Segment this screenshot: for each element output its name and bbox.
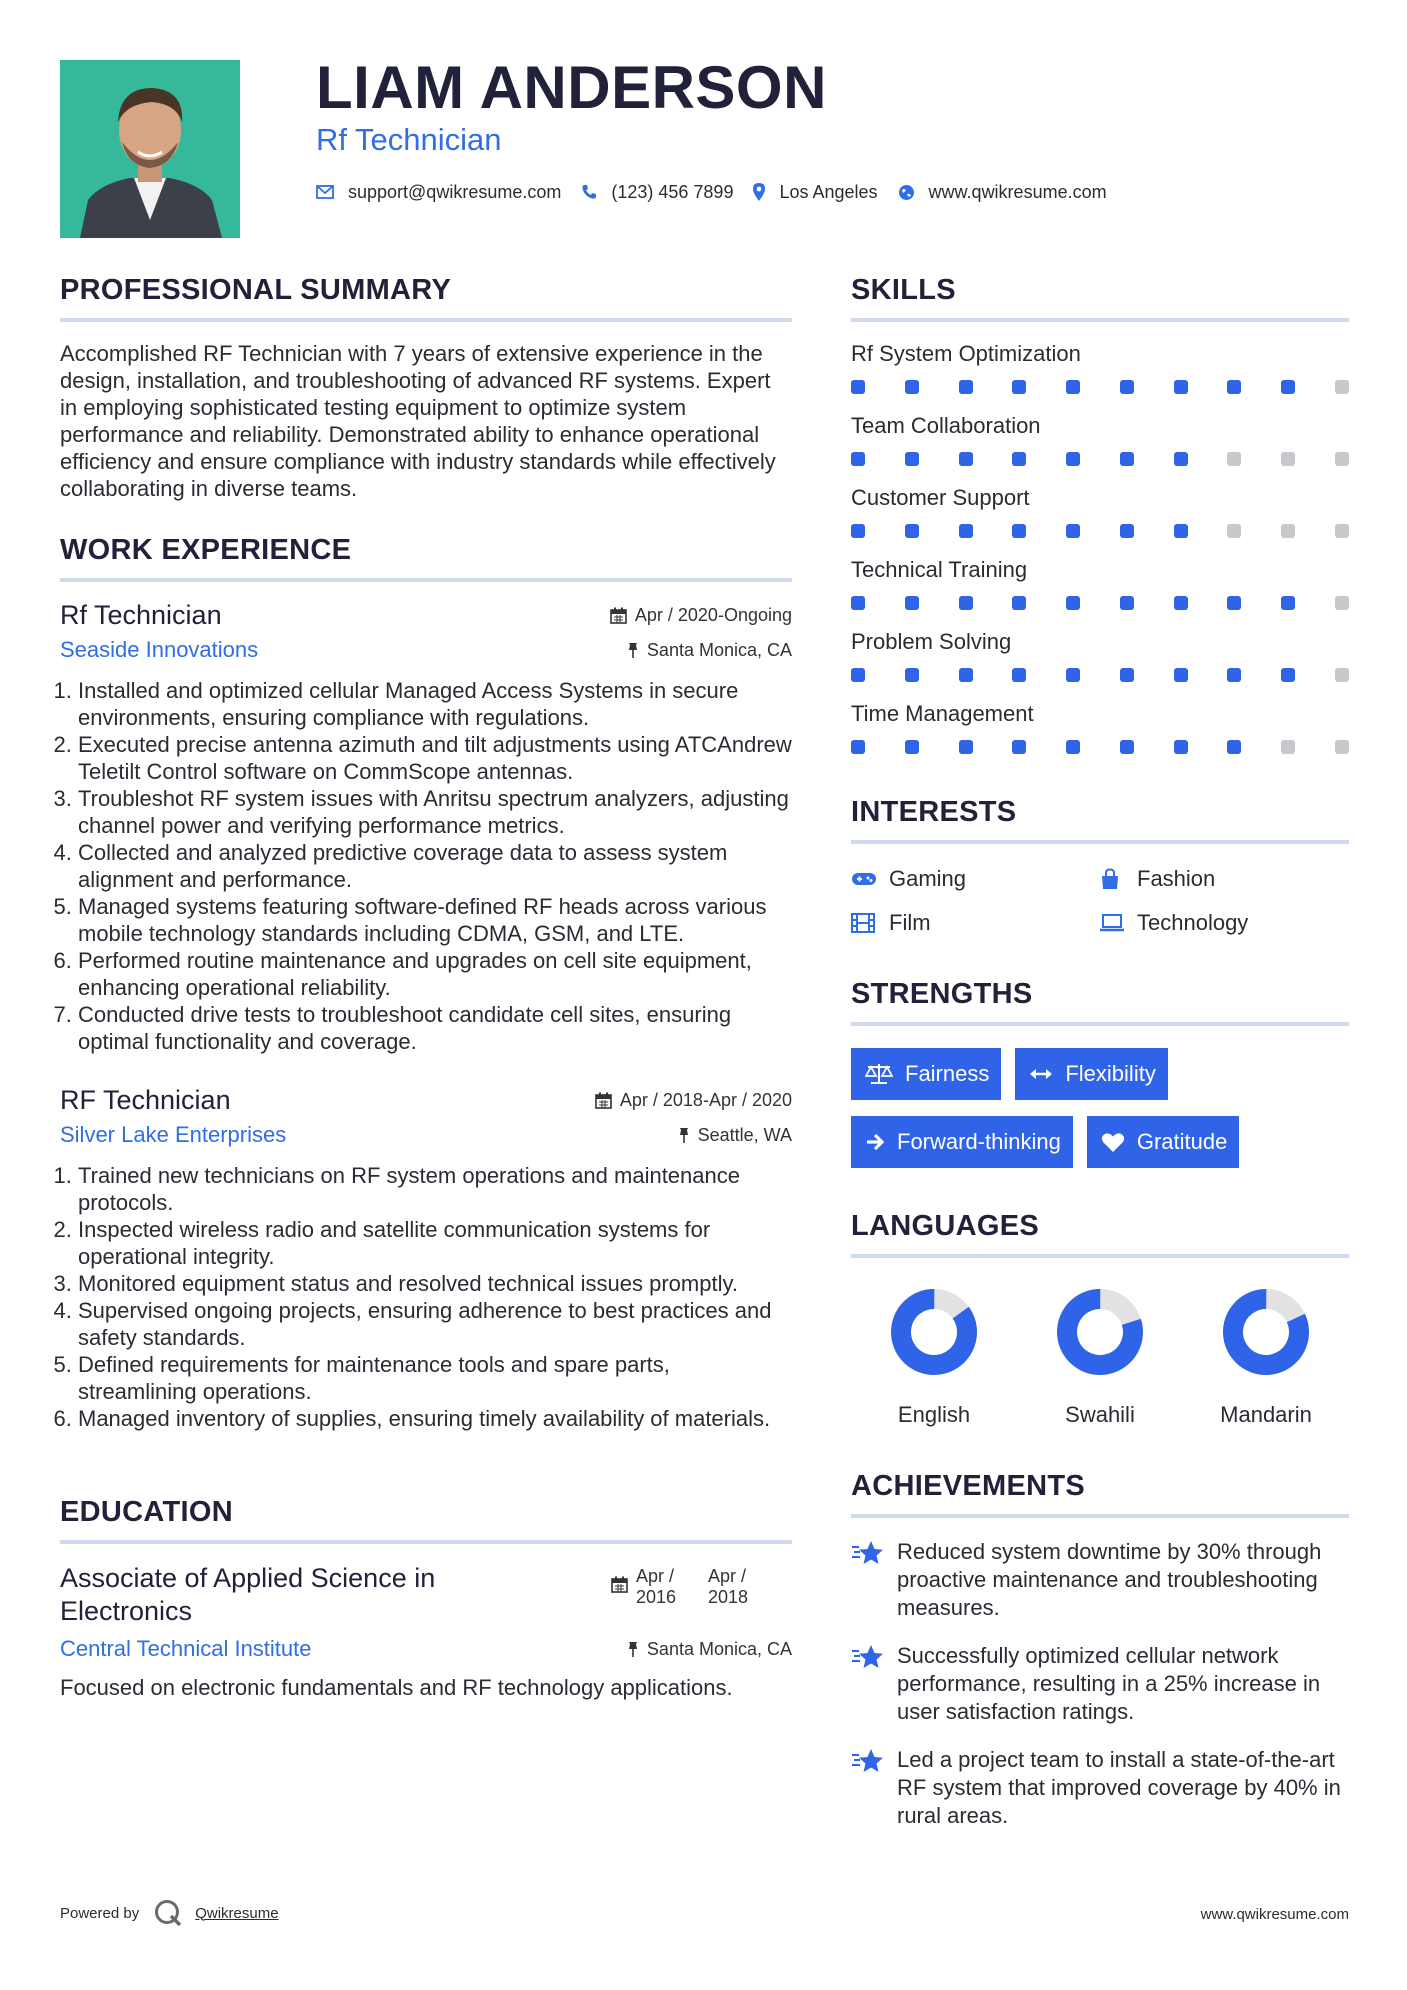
interest-gaming (851, 866, 1099, 892)
skill-rating (851, 596, 1349, 610)
job-bullets (60, 677, 792, 1055)
strength-flexibility (1015, 1048, 1167, 1100)
skill-dot-filled (1227, 668, 1241, 682)
powered-by-label: Powered by (60, 1904, 140, 1922)
education-heading: EDUCATION (60, 1496, 233, 1528)
language-proficiency-ring (1222, 1288, 1310, 1376)
interest-label: Gaming (889, 866, 967, 891)
language-name: Swahili (1065, 1402, 1135, 1427)
education-end: Apr / 2018 (708, 1566, 749, 1607)
skill-dot-filled (1174, 380, 1188, 394)
skill-dot-filled (1174, 596, 1188, 610)
skill-dot-filled (1120, 452, 1134, 466)
contact-location-text: Los Angeles (779, 181, 878, 202)
experience-section (60, 532, 792, 1432)
strengths-heading: STRENGTHS (851, 978, 1033, 1010)
film-icon (851, 913, 889, 933)
job-dates-text: Apr / 2018-Apr / 2020 (619, 1090, 792, 1110)
pushpin-icon (627, 642, 639, 659)
interest-fashion (1099, 866, 1347, 892)
list-item: 4. Supervised ongoing projects, ensuring adherence to best practices and safety standards. (78, 1297, 792, 1351)
interest-label: Technology (1137, 910, 1249, 935)
job-title: Rf Technician (60, 600, 222, 630)
skill-item (851, 340, 1349, 394)
job-location-text: Santa Monica, CA (646, 639, 792, 660)
skill-dot-filled (1120, 740, 1134, 754)
skill-name: Time Management (851, 701, 1034, 726)
skill-name: Customer Support (851, 485, 1030, 510)
language-proficiency-ring (1056, 1288, 1144, 1376)
skill-item (851, 412, 1349, 466)
skill-dot-empty (1335, 524, 1349, 538)
achievement-item (851, 1746, 1349, 1830)
skill-dot-filled (959, 596, 973, 610)
skill-dot-filled (1227, 380, 1241, 394)
skill-name: Technical Training (851, 557, 1028, 582)
contact-website-text: www.qwikresume.com (928, 181, 1107, 202)
skill-name: Problem Solving (851, 629, 1012, 654)
languages-section (851, 1208, 1349, 1428)
phone-icon (581, 184, 597, 200)
summary-section (60, 272, 792, 502)
language-proficiency-arc (1222, 1288, 1310, 1376)
list-item: 7. Conducted drive tests to troubleshoot candidate cell sites, ensuring optimal functionality and coverage. (78, 1001, 792, 1055)
skill-dot-filled (1227, 740, 1241, 754)
job-location (678, 1125, 792, 1146)
achievement-item (851, 1538, 1349, 1622)
strength-label: Fairness (905, 1061, 990, 1086)
skill-dot-filled (1012, 740, 1026, 754)
skill-dot-empty (1227, 524, 1241, 538)
skill-dot-filled (959, 452, 973, 466)
contact-location (753, 182, 877, 203)
education-description: Focused on electronic fundamentals and RF technology applications. (60, 1675, 733, 1700)
skill-dot-filled (1227, 596, 1241, 610)
candidate-name: LIAM ANDERSON (316, 54, 827, 121)
skill-dot-filled (959, 524, 973, 538)
map-pin-icon (753, 183, 765, 201)
calendar-icon (611, 1576, 628, 1593)
skill-dot-filled (851, 452, 865, 466)
skill-dot-filled (1174, 668, 1188, 682)
skill-dot-filled (851, 524, 865, 538)
job-bullets (60, 1162, 792, 1432)
interest-film (851, 910, 1099, 936)
brand-link[interactable]: Qwikresume (195, 1904, 279, 1922)
achievement-text: Reduced system downtime by 30% through proactive maintenance and troubleshooting measures. (897, 1539, 1322, 1620)
skill-dot-filled (959, 668, 973, 682)
job-dates-text: Apr / 2020-Ongoing (634, 605, 792, 625)
star-icon (851, 1642, 897, 1726)
contact-bar (316, 178, 1127, 206)
skill-dot-filled (851, 596, 865, 610)
achievements-heading: ACHIEVEMENTS (851, 1470, 1086, 1502)
skill-dot-filled (905, 596, 919, 610)
skill-dot-filled (1012, 668, 1026, 682)
left-column (60, 272, 792, 1701)
contact-email-text: support@qwikresume.com (348, 181, 562, 202)
right-column (851, 272, 1349, 1830)
summary-text: Accomplished RF Technician with 7 years of extensive experience in the design, installation, and troubleshooting of advanced RF systems. Expert in employing sophisticated testing equipment to optimize system performance and reliability. Demonstrated ability to enhance operational efficiency and ensure compliance with industry standards while effectively collaborating in diverse teams. (60, 341, 776, 501)
profile-photo (60, 60, 240, 238)
interest-label: Fashion (1137, 866, 1216, 891)
skill-item (851, 628, 1349, 682)
scale-icon (865, 1063, 893, 1085)
achievement-text: Led a project team to install a state-of-the-art RF system that improved coverage by 40% in rural areas. (897, 1747, 1341, 1828)
strengths-section (851, 976, 1349, 1168)
job-entry (60, 600, 792, 1055)
summary-heading: PROFESSIONAL SUMMARY (60, 274, 452, 306)
education-section (60, 1494, 792, 1701)
job-dates (595, 1090, 792, 1111)
strength-label: Flexibility (1065, 1061, 1156, 1086)
skill-dot-filled (1120, 380, 1134, 394)
qwikresume-logo-icon (153, 1898, 183, 1928)
language-proficiency-arc (890, 1288, 978, 1376)
job-location-text: Seattle, WA (697, 1124, 792, 1145)
interest-technology (1099, 910, 1347, 936)
list-item: 6. Performed routine maintenance and upgrades on cell site equipment, enhancing operational reliability. (78, 947, 792, 1001)
footer-powered-by (60, 1898, 279, 1928)
pushpin-icon (678, 1127, 690, 1144)
shopping-bag-icon (1099, 868, 1137, 890)
heart-icon (1101, 1132, 1125, 1153)
skill-dot-empty (1227, 452, 1241, 466)
calendar-icon (595, 1092, 612, 1109)
strength-forward-thinking (851, 1116, 1073, 1168)
language-english (851, 1288, 1017, 1428)
job-entry (60, 1085, 792, 1432)
experience-heading: WORK EXPERIENCE (60, 534, 352, 566)
list-item: 4. Collected and analyzed predictive coverage data to assess system alignment and performance. (78, 839, 792, 893)
gamepad-icon (851, 871, 889, 887)
skill-item (851, 556, 1349, 610)
skill-dot-filled (1174, 740, 1188, 754)
skills-heading: SKILLS (851, 274, 956, 306)
contact-phone-text: (123) 456 7899 (611, 181, 734, 202)
achievements-section (851, 1468, 1349, 1830)
pushpin-icon (627, 1641, 639, 1658)
skill-rating (851, 668, 1349, 682)
achievement-item (851, 1642, 1349, 1726)
skill-dot-empty (1335, 740, 1349, 754)
language-swahili (1017, 1288, 1183, 1428)
skill-dot-filled (851, 668, 865, 682)
list-item: 3. Monitored equipment status and resolved technical issues promptly. (78, 1270, 792, 1297)
skill-dot-filled (959, 740, 973, 754)
education-dates (611, 1562, 762, 1628)
school-name: Central Technical Institute (60, 1636, 312, 1661)
envelope-icon (316, 185, 334, 199)
skill-dot-filled (905, 524, 919, 538)
language-mandarin (1183, 1288, 1349, 1428)
achievement-text: Successfully optimized cellular network performance, resulting in a 25% increase in user satisfaction ratings. (897, 1643, 1321, 1724)
skill-dot-filled (1174, 524, 1188, 538)
skill-dot-filled (1012, 452, 1026, 466)
skill-dot-filled (1281, 380, 1295, 394)
skill-dot-filled (905, 380, 919, 394)
arrow-right-icon (865, 1133, 885, 1151)
skill-dot-filled (1120, 596, 1134, 610)
school-location (627, 1639, 792, 1660)
skill-dot-empty (1335, 380, 1349, 394)
list-item: 5. Defined requirements for maintenance tools and spare parts, streamlining operations. (78, 1351, 792, 1405)
contact-phone[interactable] (581, 182, 733, 203)
arrows-horizontal-icon (1029, 1067, 1053, 1081)
skill-dot-filled (1012, 524, 1026, 538)
skill-dot-empty (1335, 452, 1349, 466)
skill-item (851, 700, 1349, 754)
strength-gratitude (1087, 1116, 1240, 1168)
list-item: 5. Managed systems featuring software-defined RF heads across various mobile technology standards including CDMA, GSM, and LTE. (78, 893, 792, 947)
section-divider (60, 1540, 792, 1544)
skill-dot-empty (1281, 740, 1295, 754)
job-dates (610, 605, 792, 626)
skill-dot-empty (1281, 452, 1295, 466)
section-divider (851, 1514, 1349, 1518)
skill-dot-filled (1066, 524, 1080, 538)
language-proficiency-ring (890, 1288, 978, 1376)
skill-dot-filled (1066, 596, 1080, 610)
footer-website[interactable]: www.qwikresume.com (1200, 1906, 1349, 1923)
company-name: Silver Lake Enterprises (60, 1122, 287, 1147)
skill-dot-filled (959, 380, 973, 394)
strength-label: Forward-thinking (897, 1129, 1061, 1154)
calendar-icon (610, 607, 627, 624)
skill-rating (851, 524, 1349, 538)
strength-fairness (851, 1048, 1001, 1100)
company-name: Seaside Innovations (60, 637, 259, 662)
section-divider (851, 1022, 1349, 1026)
laptop-icon (1099, 914, 1137, 932)
skill-dot-filled (1012, 380, 1026, 394)
list-item: 1. Installed and optimized cellular Managed Access Systems in secure environments, ensuring compliance with regulations. (78, 677, 792, 731)
candidate-title: Rf Technician (316, 122, 502, 157)
skill-dot-filled (905, 668, 919, 682)
skill-dot-filled (1066, 452, 1080, 466)
section-divider (851, 1254, 1349, 1258)
interests-section (851, 794, 1349, 936)
skills-list (851, 340, 1349, 754)
skill-name: Team Collaboration (851, 413, 1041, 438)
section-divider (60, 578, 792, 582)
contact-email[interactable] (316, 182, 561, 203)
skill-item (851, 484, 1349, 538)
skill-dot-empty (1281, 524, 1295, 538)
language-name: Mandarin (1220, 1402, 1312, 1427)
languages-heading: LANGUAGES (851, 1210, 1039, 1242)
skill-rating (851, 740, 1349, 754)
skill-dot-empty (1335, 596, 1349, 610)
star-icon (851, 1538, 897, 1622)
globe-icon (898, 184, 915, 201)
star-icon (851, 1746, 897, 1830)
degree-title: Associate of Applied Science in Electronics (60, 1563, 436, 1626)
list-item: 3. Troubleshot RF system issues with Anritsu spectrum analyzers, adjusting channel power and verifying performance metrics. (78, 785, 792, 839)
skill-dot-filled (1066, 668, 1080, 682)
skill-dot-filled (1066, 380, 1080, 394)
skill-rating (851, 452, 1349, 466)
language-name: English (897, 1402, 971, 1427)
education-start: Apr / 2016 (636, 1566, 677, 1607)
section-divider (60, 318, 792, 322)
skill-dot-filled (1120, 668, 1134, 682)
job-title: RF Technician (60, 1085, 231, 1115)
section-divider (851, 840, 1349, 844)
job-location (627, 640, 792, 661)
skills-section (851, 272, 1349, 754)
skill-dot-filled (905, 452, 919, 466)
skill-dot-filled (1174, 452, 1188, 466)
skill-dot-filled (851, 740, 865, 754)
skill-rating (851, 380, 1349, 394)
list-item: 6. Managed inventory of supplies, ensuring timely availability of materials. (78, 1405, 792, 1432)
list-item: 2. Executed precise antenna azimuth and tilt adjustments using ATCAndrew Teletilt Control software on CommScope antennas. (78, 731, 792, 785)
skill-name: Rf System Optimization (851, 341, 1081, 366)
skill-dot-filled (1281, 596, 1295, 610)
list-item: 2. Inspected wireless radio and satellite communication systems for operational integrity. (78, 1216, 792, 1270)
skill-dot-filled (1120, 524, 1134, 538)
strength-label: Gratitude (1136, 1129, 1228, 1154)
interests-heading: INTERESTS (851, 796, 1017, 828)
skill-dot-filled (1012, 596, 1026, 610)
skill-dot-empty (1335, 668, 1349, 682)
skill-dot-filled (851, 380, 865, 394)
skill-dot-filled (1066, 740, 1080, 754)
skill-dot-filled (905, 740, 919, 754)
contact-website[interactable] (898, 182, 1107, 203)
interest-label: Film (889, 910, 931, 935)
list-item: 1. Trained new technicians on RF system operations and maintenance protocols. (78, 1162, 792, 1216)
school-location-text: Santa Monica, CA (646, 1638, 792, 1659)
skill-dot-filled (1281, 668, 1295, 682)
section-divider (851, 318, 1349, 322)
